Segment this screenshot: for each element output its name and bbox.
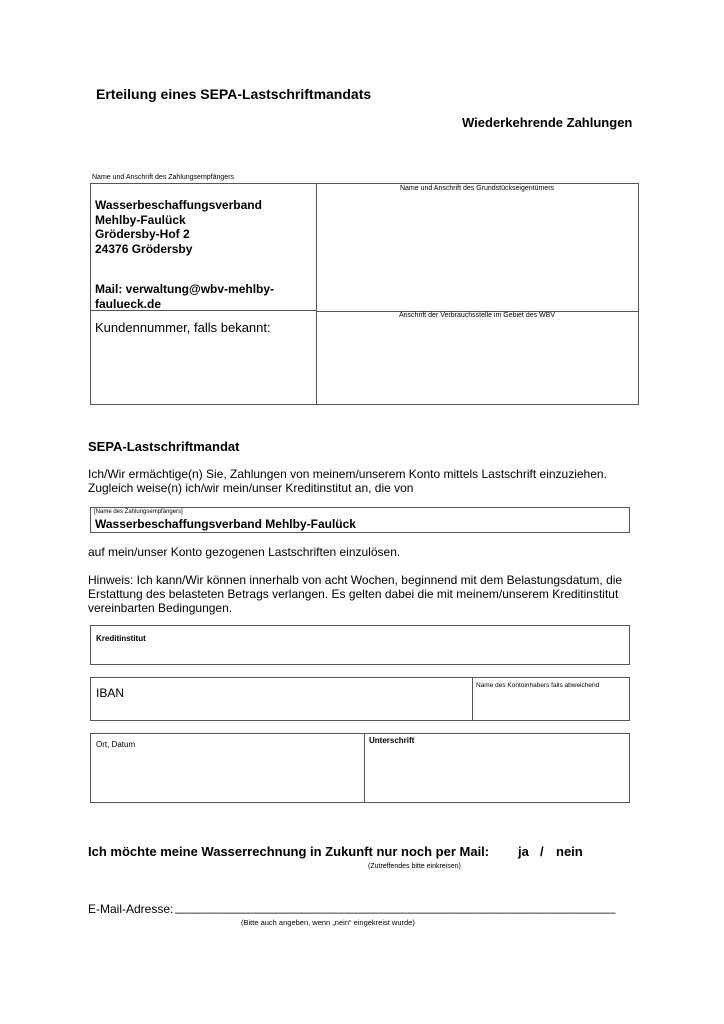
mandate-text-line2: Zugleich weise(n) ich/wir mein/unser Kreditinstitut an, die von: [88, 481, 414, 495]
email-label: E-Mail-Adresse:: [88, 902, 174, 916]
customer-number-label: Kundennummer, falls bekannt:: [95, 320, 271, 335]
consumption-address-field[interactable]: [316, 322, 636, 402]
email-hint: (Bitte auch angeben, wenn „nein“ eingekreist wurde): [241, 918, 415, 927]
payee-name: Wasserbeschaffungsverband Mehlby-Faulück: [95, 517, 356, 531]
signature-row: [90, 733, 630, 803]
iban-row: [90, 677, 630, 721]
email-input-line[interactable]: __________________________________________________________________: [175, 900, 616, 914]
refund-hint-line1: Hinweis: Ich kann/Wir können innerhalb von acht Wochen, beginnend mit dem Belastungsdatum, die: [88, 573, 623, 587]
refund-hint-line3: vereinbarten Bedingungen.: [88, 601, 233, 615]
refund-hint: [88, 573, 622, 615]
payee-line4: 24376 Grödersby: [95, 241, 193, 256]
payee-line3: Grödersby-Hof 2: [95, 227, 190, 241]
option-separator: /: [540, 844, 544, 859]
account-holder-field[interactable]: [476, 692, 626, 718]
payee-address: [95, 198, 262, 256]
signature-field[interactable]: [369, 750, 625, 800]
option-no[interactable]: nein: [556, 844, 583, 859]
refund-hint-line2: Erstattung des belasteten Betrags verlangen. Es gelten dabei die mit meinem/unserem Kreditinstitut: [88, 587, 619, 601]
page-title: Erteilung eines SEPA-Lastschriftmandats: [96, 86, 372, 102]
iban-label: IBAN: [96, 686, 125, 700]
iban-field[interactable]: [121, 680, 466, 718]
payee-name-label: [Name des Zahlungsempfängers]: [94, 509, 183, 515]
iban-divider: [472, 678, 473, 721]
place-date-label: Ort, Datum: [96, 740, 136, 749]
signature-label: Unterschrift: [369, 736, 415, 745]
signature-divider: [364, 734, 365, 803]
mail-question: Ich möchte meine Wasserrechnung in Zukunft nur noch per Mail:: [88, 844, 490, 859]
owner-field[interactable]: [316, 198, 636, 306]
payee-line1: Wasserbeschaffungsverband: [95, 198, 262, 212]
payee-label: Name und Anschrift des Zahlungsempfängers: [92, 174, 235, 181]
consumption-label: Anschrift der Verbrauchsstelle im Gebiet des WBV: [398, 312, 555, 319]
page-subtitle: Wiederkehrende Zahlungen: [462, 115, 633, 130]
mandate-text: [88, 467, 607, 495]
option-yes[interactable]: ja: [518, 844, 529, 859]
place-date-field[interactable]: [96, 754, 358, 800]
bank-label: Kreditinstitut: [96, 634, 146, 643]
redeem-text: auf mein/unser Konto gezogenen Lastschriften einzulösen.: [88, 545, 401, 559]
payee-mail-line1: Mail: verwaltung@wbv-mehlby-: [95, 282, 275, 296]
payee-mail-line2: faulueck.de: [95, 296, 162, 311]
bank-field[interactable]: [90, 625, 630, 665]
payee-line2: Mehlby-Faulück: [95, 212, 186, 227]
customer-number-field[interactable]: [92, 338, 312, 402]
payee-name-box: [90, 507, 630, 533]
account-holder-label: Name des Kontoinhabers falls abweichend: [476, 682, 600, 689]
circle-hint: (Zutreffendes bitte einkreisen): [368, 863, 461, 870]
owner-label: Name und Anschrift des Grundstückseigentümers: [399, 185, 555, 192]
mandate-text-line1: Ich/Wir ermächtige(n) Sie, Zahlungen von meinem/unserem Konto mittels Lastschrift einzuziehen.: [88, 467, 607, 481]
payee-mail: [95, 282, 274, 311]
sepa-heading: SEPA-Lastschriftmandat: [88, 439, 240, 454]
